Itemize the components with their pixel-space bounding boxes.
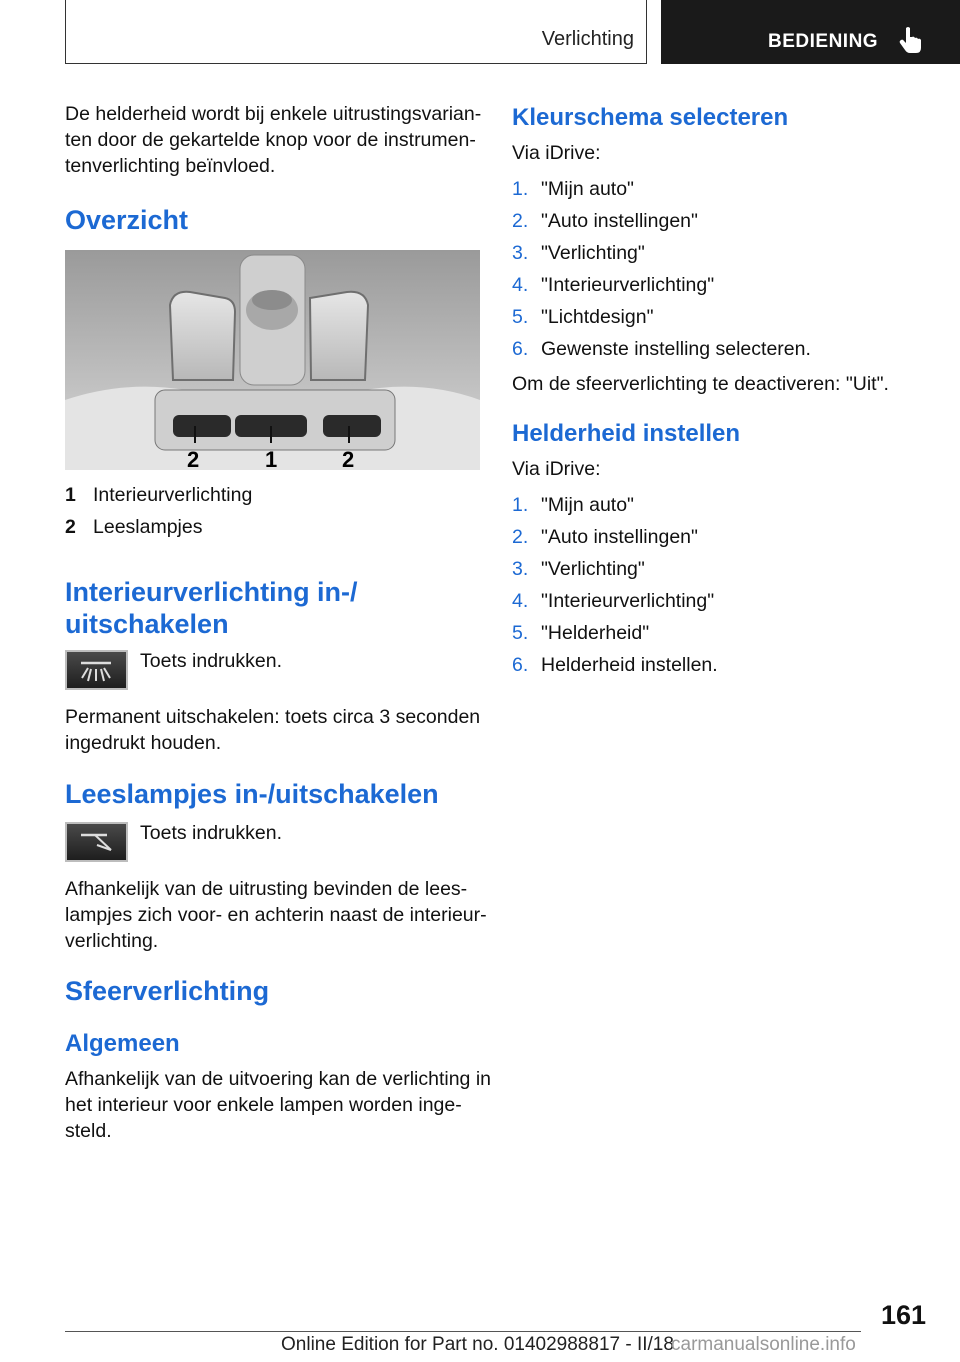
general-subheading: Algemeen <box>65 1030 180 1057</box>
legend-label: Interieurverlichting <box>93 484 253 506</box>
step-number: 4. <box>512 274 529 296</box>
step-number: 6. <box>512 654 529 676</box>
header-chapter-box <box>661 0 960 64</box>
reading-light-heading: Leeslampjes in-/uitschakelen <box>65 779 439 809</box>
list-item <box>512 178 811 210</box>
heading-line: Interieurverlichting in-/ <box>65 577 358 607</box>
step-text: "Verlichting" <box>541 242 645 264</box>
legend-item <box>65 516 202 539</box>
interior-button-instruction: Toets indrukken. <box>140 650 282 672</box>
step-text: "Lichtdesign" <box>541 306 654 328</box>
paragraph-line: steld. <box>65 1120 112 1142</box>
reading-button-instruction: Toets indrukken. <box>140 822 282 844</box>
color-scheme-heading: Kleurschema selecteren <box>512 104 789 131</box>
header-section-box <box>65 0 647 64</box>
color-steps-list <box>512 178 811 370</box>
step-text: "Interieurverlichting" <box>541 590 715 612</box>
step-text: Gewenste instelling selecteren. <box>541 338 811 360</box>
paragraph-line: ingedrukt houden. <box>65 732 222 754</box>
pointing-hand-icon <box>899 26 925 54</box>
intro-line: De helderheid wordt bij enkele uitrustingsvarian- <box>65 103 482 125</box>
paragraph-line: Afhankelijk van de uitrusting bevinden de lees- <box>65 878 468 900</box>
step-text: "Mijn auto" <box>541 178 634 200</box>
brightness-heading: Helderheid instellen <box>512 420 741 447</box>
header-section-title: Verlichting <box>541 28 634 50</box>
step-text: "Mijn auto" <box>541 494 634 516</box>
step-number: 2. <box>512 210 529 232</box>
reading-light-button-icon <box>65 822 128 862</box>
interior-light-heading <box>65 576 358 640</box>
step-text: "Auto instellingen" <box>541 210 698 232</box>
list-item <box>512 558 718 590</box>
step-text: "Auto instellingen" <box>541 526 698 548</box>
paragraph-line: het interieur voor enkele lampen worden inge- <box>65 1094 462 1116</box>
ambient-light-heading: Sfeerverlichting <box>65 976 270 1006</box>
color-via-text: Via iDrive: <box>512 142 601 164</box>
list-item <box>512 242 811 274</box>
reading-paragraph <box>65 876 487 954</box>
intro-line: tenverlichting beïnvloed. <box>65 155 276 177</box>
step-text: Helderheid instellen. <box>541 654 718 676</box>
legend-label: Leeslampjes <box>93 516 203 538</box>
paragraph-line: Permanent uitschakelen: toets circa 3 seconden <box>65 706 481 728</box>
figure-label: 1 <box>265 447 278 470</box>
interior-light-button-icon <box>65 650 128 690</box>
paragraph-line: Afhankelijk van de uitvoering kan de verlichting in <box>65 1068 492 1090</box>
step-number: 4. <box>512 590 529 612</box>
step-number: 6. <box>512 338 529 360</box>
overview-heading: Overzicht <box>65 205 189 235</box>
color-deactivate-text: Om de sfeerverlichting te deactiveren: "Uit". <box>512 373 889 395</box>
interior-permanent-paragraph <box>65 704 480 756</box>
figure-label: 2 <box>342 447 355 470</box>
brightness-steps-list <box>512 494 718 686</box>
step-text: "Interieurverlichting" <box>541 274 715 296</box>
list-item <box>512 210 811 242</box>
page-number: 161 <box>881 1300 927 1330</box>
step-text: "Verlichting" <box>541 558 645 580</box>
step-number: 1. <box>512 178 529 200</box>
intro-line: ten door de gekartelde knop voor de instrumen- <box>65 129 476 151</box>
intro-paragraph <box>65 101 485 179</box>
step-number: 5. <box>512 622 529 644</box>
brightness-via-text: Via iDrive: <box>512 458 601 480</box>
step-number: 1. <box>512 494 529 516</box>
list-item <box>512 654 718 686</box>
list-item <box>512 590 718 622</box>
step-number: 3. <box>512 558 529 580</box>
step-number: 3. <box>512 242 529 264</box>
step-number: 2. <box>512 526 529 548</box>
watermark-text: carmanualsonline.info <box>671 1334 856 1355</box>
heading-line: uitschakelen <box>65 609 229 639</box>
overhead-console-figure <box>65 250 480 470</box>
legend-number: 2 <box>65 516 76 538</box>
footer-divider <box>65 1331 861 1332</box>
general-paragraph <box>65 1066 491 1144</box>
list-item <box>512 494 718 526</box>
list-item <box>512 622 718 654</box>
edition-text: Online Edition for Part no. 01402988817 - II/18 <box>281 1334 674 1355</box>
step-number: 5. <box>512 306 529 328</box>
figure-label: 2 <box>187 447 200 470</box>
list-item <box>512 306 811 338</box>
paragraph-line: verlichting. <box>65 930 159 952</box>
paragraph-line: lampjes zich voor- en achterin naast de interieur- <box>65 904 487 926</box>
list-item <box>512 526 718 558</box>
header-chapter-title: BEDIENING <box>768 31 879 52</box>
list-item <box>512 274 811 306</box>
list-item <box>512 338 811 370</box>
legend-number: 1 <box>65 484 76 506</box>
legend-item <box>65 484 252 507</box>
step-text: "Helderheid" <box>541 622 650 644</box>
